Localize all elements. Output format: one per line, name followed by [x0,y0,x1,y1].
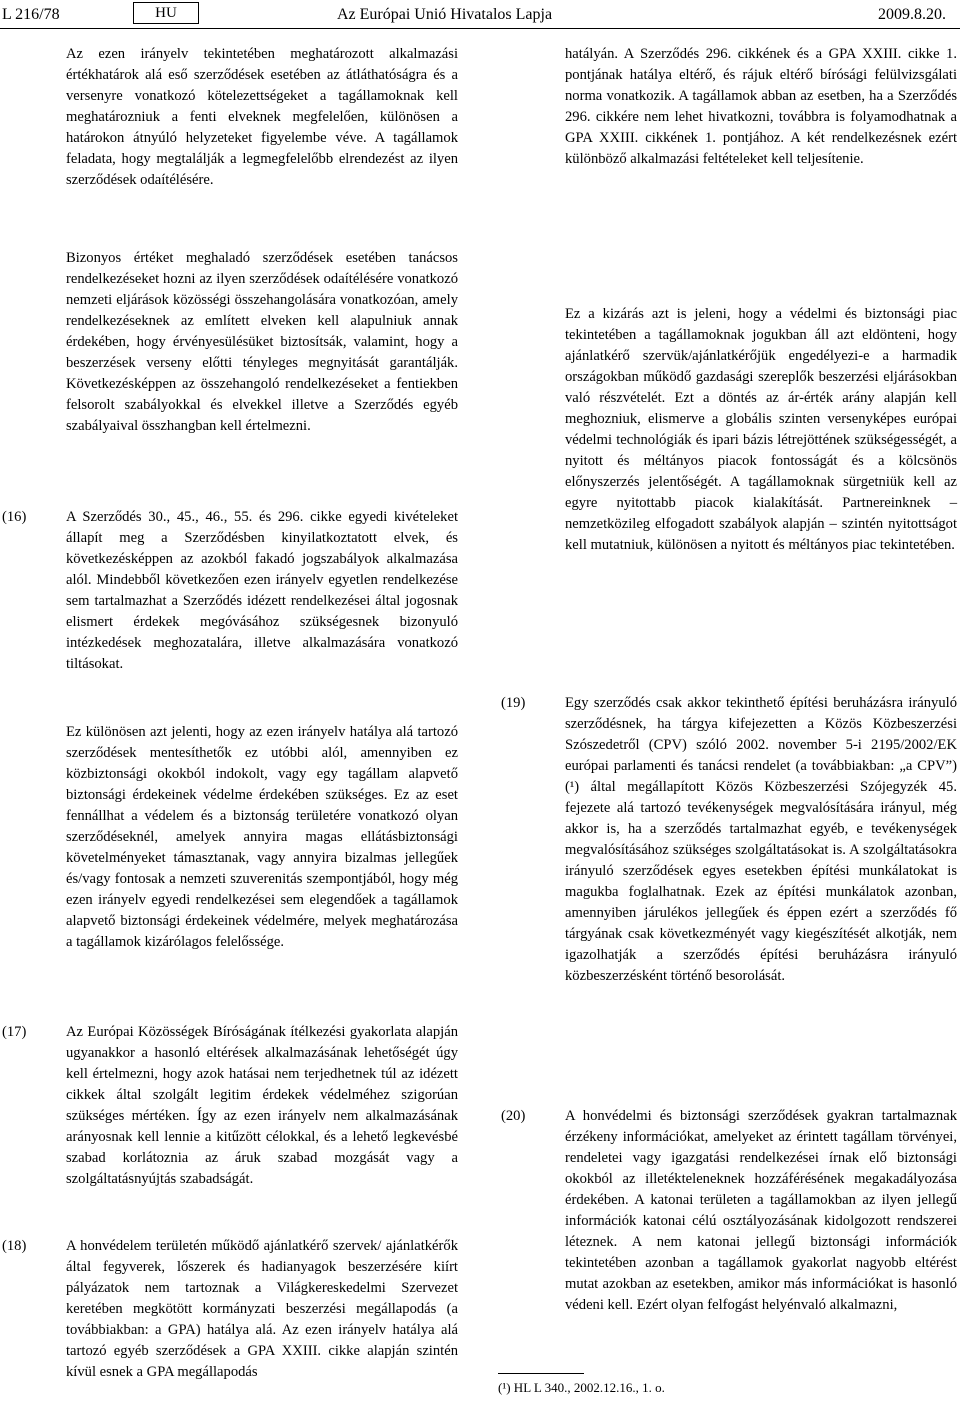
paragraph-text: Egy szerződés csak akkor tekinthető építési beruházásra irányuló szerződésnek, ha tárgya kifejezetten a Közös Közbeszerzési Szószedetről (CPV) szóló 2002. november 5-i 2195/2002/EK európai parlamenti és tanácsi rendelet (a továbbiakban: „a CPV”) (¹) által megállapított Közös Közbeszerzési Szójegyzék 45. fejezete alá tartozó tevékenységek megvalósítására irányul, még akkor is, ha a szerződés tartalmazhat egyéb, e tevékenységek megvalósításához szükséges szolgáltatásokat is. A szolgáltatásokra irányuló szerződések egyes esetekben építési munkálatokat is magukba foglalhatnak. Ezek az építési munkálatok azonban, amennyiben járulékos jellegűek és éppen ezért a szerződés fő tárgyának csak következményét vagy kiegészítését alkotják, nem igazolhatják a szerződés építési beruházásra irányuló közbeszerzésként történő besorolását. [565,695,957,984]
recital-number-19: (19) [501,695,526,711]
recital-number-18: (18) [2,1238,27,1254]
recital-17 [66,1022,458,1190]
paragraph-text: Ez a kizárás azt is jeleni, hogy a védelmi és biztonsági piac tekintetében a tagállamoknak jogukban áll azt eldönteni, hogy ajánlatkérő szervük/ajánlatkérőjük engedélyezi-e a harmadik országokban működő gazdasági szereplők beszerzési eljárásokban való részvételét. Ezt a döntés az ár-érték arány alapján kell meghozniuk, elismerve a globális szinten versenyképes európai védelmi technológiák és ipari bázis létrejöttének szükségességét, a nyitott és méltányos piacok fontosságát és a kölcsönös előnyszerzés jelentőségét. A tagállamoknak sürgetniük kell az egyre nyitottabb piacok kialakítását. Partnereinknek – nemzetközileg elfogadott szabályok alapján – szintén nyitottságot kell mutatniuk, különösen a nyitott és méltányos piac tekintetében. [565,306,957,553]
footnote: (¹) HL L 340., 2002.12.16., 1. o. [498,1380,665,1395]
language-badge: HU [133,2,199,24]
paragraph-text: Az Európai Közösségek Bíróságának ítélkezési gyakorlata alapján ugyanakkor a hasonló eltérések alkalmazásának lehetőségét úgy kell értelmezni, hogy azok hatásai nem terjedhetnek túl az idézett cikkek által szolgált legitim érdekek védelméhez szigorúan szükséges mértéken. Így az ezen irányelv nem alkalmazásának arányosnak kell lennie a kitűzött célokkal, és a lehető legkevésbé szabad korlátoznia az áruk szabad mozgását vagy a szolgáltatásnyújtás szabadságát. [66,1024,458,1187]
recital-16 [66,507,458,675]
footnote-rule [498,1373,584,1374]
paragraph-text: Az ezen irányelv tekintetében meghatározott alkalmazási értékhatárok alá eső szerződések esetében az átláthatóságra és a versenyre vonatkozó kötelezettségeket a tagállamoknak kell meghatározniuk a fenti elveknek megfelelően, különösen a határokon átnyúló helyzeteket figyelembe véve. A tagállamok feladata, hogy megtalálják a legmegfelelőbb elrendezést az ilyen szerződések odaítélésére. [66,46,458,188]
recital-20 [565,1106,957,1316]
paragraph-text: Bizonyos értéket meghaladó szerződések esetében tanácsos rendelkezéseket hozni az ilyen szerződések odaítélésére vonatkozó nemzeti eljárások közösségi összehangolására vonatkozóan, amely rendelkezéseknek az említett elveken kell alapulniuk annak érdekében, hogy érvényesülésüket biztosítsák, valamint, hogy a beszerzések verseny előtti tényleges megnyitását garantálják. Következésképpen az összehangoló rendelkezéseket a fentiekben felsorolt szabályokkal és elvekkel illetve a Szerződés egyéb szabályaival összhangban kell értelmezni. [66,250,458,434]
header-rule [0,28,960,29]
right-paragraph-exclusion [565,304,957,556]
publication-date: 2009.8.20. [878,6,946,23]
recital-number-20: (20) [501,1108,526,1124]
paragraph-text: A Szerződés 30., 45., 46., 55. és 296. cikke egyedi kivételeket állapít meg a Szerződésben kinyilatkoztatott elvek, és következésképpen az azokból fakadó jogszabályok alkalmazása alól. Mindebből következően ezen irányelv egyetlen rendelkezése sem tartalmazhat a Szerződés idézett rendelkezései által jogosnak elismert érdekek megóvásához szükségesnek bizonyuló intézkedések meghozatalára, illetve alkalmazására vonatkozó tiltásokat. [66,509,458,672]
page-reference: L 216/78 [2,6,60,23]
left-paragraph-intro [66,44,458,191]
right-paragraph-continuation [565,44,957,170]
paragraph-text: A honvédelem területén működő ajánlatkérő szervek/ ajánlatkérők által fegyverek, lőszerek és hadianyagok beszerzésére kiírt pályázatok nem tartoznak a Világkereskedelmi Szervezet keretében megkötött kormányzati beszerzési megállapodás (a továbbiakban: a GPA) hatálya alá. Az ezen irányelv hatálya alá tartozó egyéb szerződések a GPA XXIII. cikke alapján szintén kívül esnek a GPA megállapodás [66,1238,458,1380]
paragraph-text: A honvédelmi és biztonsági szerződések gyakran tartalmaznak érzékeny információkat, amelyeket az érintett tagállam törvényei, rendeletei vagy igazgatási rendelkezései írnak elő biztonsági okokból az illetékteleneknek hozzáférésének megakadályozása érdekében. A katonai területen a tagállamokban az ilyen jellegű információk katonai célú osztályozásának kidolgozott rendszerei léteznek. A nem katonai jellegű biztonsági információk tekintetében azonban a tagállamok gyakorlat nagyobb eltérést mutat azokban az esetekben, amikor más információkat is hasonló védeni kell. Ezért olyan felfogást helyénvaló alkalmazni, [565,1108,957,1313]
journal-title: Az Európai Unió Hivatalos Lapja [337,6,553,23]
paragraph-text: hatályán. A Szerződés 296. cikkének és a GPA XXIII. cikke 1. pontjának hatálya eltérő, és rájuk eltérő bírósági felülvizsgálati norma vonatkozik. A tagállamok abban az esetben, ha a Szerződés 296. cikkére nem lehet hivatkozni, továbbra is folyamodhatnak a GPA XXIII. cikkének 1. pontjához. A két rendelkezésnek ezért különböző alkalmazási feltételeket kell teljesítenie. [565,46,957,167]
recital-18 [66,1236,458,1383]
recital-19 [565,693,957,987]
recital-number-17: (17) [2,1024,27,1040]
paragraph-text: Ez különösen azt jelenti, hogy az ezen irányelv hatálya alá tartozó szerződések mentesíthetők ez utóbbi alól, amennyiben ez közbiztonsági okokból indokolt, vagy egy tagállam alapvető biztonsági érdekeinek védelme érdekében szükséges. Ez az eset fennállhat a védelem és a biztonság területére vonatkozó olyan szerződéseknél, amelyek annyira magas ellátásbiztonsági követelményeket támasztanak, vagy annyira bizalmas jellegűek és/vagy fontosak a nemzeti szuverenitás szempontjából, hogy még ezen irányelv egyedi rendelkezései sem elegendőek a tagállamok alapvető biztonsági érdekeinek védelmére, melyek meghatározása a tagállamok kizárólagos felelőssége. [66,724,458,950]
left-paragraph-exemption [66,722,458,953]
left-paragraph-thresholds [66,248,458,437]
recital-number-16: (16) [2,509,27,525]
